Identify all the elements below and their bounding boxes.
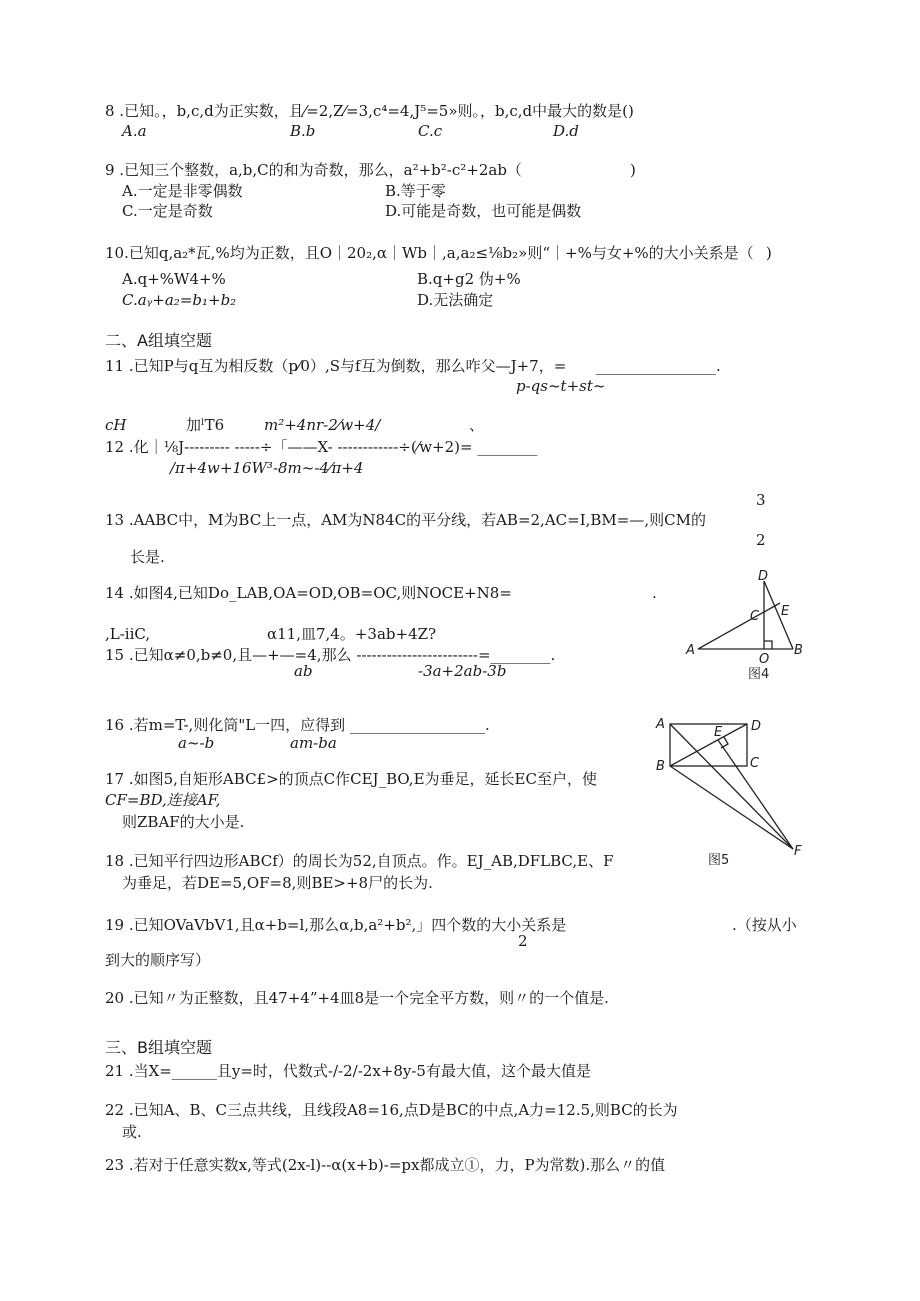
fig4-right-angle bbox=[764, 641, 772, 649]
fig5-diagonal-bd bbox=[670, 724, 747, 766]
fig5-label-e: E bbox=[714, 725, 723, 740]
q13-frac-num: 3 bbox=[756, 491, 766, 509]
fig5-label-b: B bbox=[656, 759, 665, 774]
fig5-label-f: F bbox=[794, 844, 802, 859]
q10-option-a: A.q+%W4+% bbox=[122, 270, 226, 288]
figure-4 bbox=[680, 568, 810, 683]
q16-sub-1: a~-b bbox=[178, 734, 215, 752]
q9-stem: 9 .已知三个整数，a,b,C的和为奇数，那么，a²+b²-c²+2ab（ bbox=[105, 161, 522, 179]
q15-sub-1: ab bbox=[294, 662, 313, 680]
q21-stem: 21 .当X=______且y=时，代数式-/-2/-2x+8y-5有最大值，这个最大值是 bbox=[105, 1062, 591, 1080]
q12-top-2: 加ˡT6 bbox=[186, 416, 225, 434]
q14-stem: 14 .如图4,已知Do_LAB,OA=OD,OB=OC,则NOCE+N8= bbox=[105, 584, 512, 602]
q18-cont: 为垂足，若DE=5,OF=8,则BE>+8尸的长为. bbox=[122, 874, 433, 892]
q22-stem: 22 .已知A、B、C三点共线，且线段A8=16,点D是BC的中点,A力=12.5,则BC的长为 bbox=[105, 1101, 678, 1119]
fig5-label-c: C bbox=[750, 756, 760, 771]
fig4-label-a: A bbox=[686, 643, 695, 658]
fig5-label-d: D bbox=[751, 719, 762, 734]
q19-cont: 到大的顺序写） bbox=[105, 951, 211, 969]
q17-stem-2: CF=BD,连接AF, bbox=[105, 791, 221, 809]
q19-stem: 19 .已知OVaVbV1,且α+b=l,那么α,b,a²+b²,」四个数的大小关系是 bbox=[105, 916, 567, 934]
q9-option-d: D.可能是奇数，也可能是偶数 bbox=[385, 202, 582, 220]
q13-frac-den: 2 bbox=[756, 531, 766, 549]
q11-stem: 11 .已知P与q互为相反数（p⁄0）,S与f互为倒数，那么咋父—J+7，= bbox=[105, 357, 567, 375]
q8-option-a: A.a bbox=[122, 122, 147, 140]
q10-stem: 10.已知q,a₂*瓦,%均为正数，且O｜20₂,α｜Wb｜,a,a₂≤⅛b₂»则“｜+%与女+%的大小关系是（ bbox=[105, 244, 754, 262]
q22-cont: 或. bbox=[122, 1123, 142, 1141]
q18-stem: 18 .已知平行四边形ABCf）的周长为52,自顶点。作。EJ_AB,DFLBC,E、F bbox=[105, 852, 614, 870]
q15-top-1: ,L-iiC, bbox=[105, 625, 151, 643]
q10-option-c: C.aᵧ+a₂=b₁+b₂ bbox=[122, 291, 237, 309]
q20-stem: 20 .已知〃为正整数，且47+4”+4皿8是一个完全平方数，则〃的一个值是. bbox=[105, 989, 609, 1007]
section-2-title: 二、A组填空题 bbox=[105, 331, 212, 350]
q11-subline: p-qs~t+st~ bbox=[516, 377, 606, 395]
fig4-label-c: C bbox=[750, 609, 760, 624]
fig5-segment-bf bbox=[670, 766, 793, 849]
q9-option-a: A.一定是非零偶数 bbox=[122, 182, 243, 200]
q8-option-d: D.d bbox=[553, 122, 579, 140]
q11-blank: ________________. bbox=[596, 357, 721, 375]
q17-stem: 17 .如图5,自矩形ABC£>的顶点C作CEJ_BO,E为垂足，延长EC至户，使 bbox=[105, 770, 597, 788]
q15-top-2: α11,皿7,4。+3ab+4Z? bbox=[267, 625, 437, 643]
q10-paren: ) bbox=[766, 244, 772, 262]
q12-stem: 12 .化｜⅛J--------- -----÷「——X- ------------÷(⁄w+2)= ________ bbox=[105, 438, 538, 456]
fig5-label-a: A bbox=[656, 717, 665, 732]
fig4-label-d: D bbox=[758, 569, 769, 584]
fig5-caption: 图5 bbox=[708, 853, 730, 868]
q15-stem: 15 .已知α≠0,b≠0,且—+—=4,那么 ------------------------=________. bbox=[105, 646, 556, 664]
q10-option-d: D.无法确定 bbox=[417, 291, 494, 309]
section-3-title: 三、B组填空题 bbox=[105, 1038, 212, 1057]
fig4-caption: 图4 bbox=[748, 667, 770, 682]
fig5-segment-af bbox=[670, 724, 793, 849]
q12-bottom: /π+4w+16W³-8m~-4⁄π+4 bbox=[170, 459, 364, 477]
q9-option-b: B.等于零 bbox=[385, 182, 446, 200]
q23-stem: 23 .若对于任意实数x,等式(2x-l)--α(x+b)-=px都成立①，力，P为常数).那么〃的值 bbox=[105, 1156, 666, 1174]
q19-right: .（按从小 bbox=[732, 916, 797, 934]
q10-option-b: B.q+g2 伪+% bbox=[417, 270, 521, 288]
fig4-label-b: B bbox=[794, 643, 803, 658]
q13-stem: 13 .AABC中，M为BC上一点，AM为N84C的平分线，若AB=2,AC=I,BM=—,则CM的 bbox=[105, 511, 706, 529]
q9-option-c: C.一定是奇数 bbox=[122, 202, 213, 220]
q14-dot: . bbox=[652, 584, 657, 602]
figure-5 bbox=[648, 712, 810, 872]
q8-option-c: C.c bbox=[418, 122, 443, 140]
fig4-segment-ae bbox=[698, 603, 780, 649]
q19-mark: 2 bbox=[518, 932, 528, 950]
fig4-label-o: O bbox=[759, 652, 770, 667]
q15-sub-2: -3a+2ab-3b bbox=[418, 662, 507, 680]
fig4-label-e: E bbox=[781, 604, 790, 619]
q16-stem: 16 .若m=T-,则化筒"L一四，应得到 __________________. bbox=[105, 716, 490, 734]
q9-paren: ) bbox=[630, 161, 636, 179]
q13-cont: 长是. bbox=[130, 548, 165, 566]
q12-top-3: m²+4nr-2⁄w+4/ bbox=[264, 416, 381, 434]
q17-cont: 则ZBAF的大小是. bbox=[122, 813, 245, 831]
q12-top-4: 、 bbox=[469, 416, 485, 434]
q16-sub-2: am-ba bbox=[290, 734, 337, 752]
q8-stem: 8 .已知。，b,c,d为正实数，且⁄=2,Z⁄=3,c⁴=4,J⁵=5»则。，b,c,d中最大的数是() bbox=[105, 102, 634, 120]
q12-top-1: cH bbox=[105, 416, 127, 434]
q8-option-b: B.b bbox=[290, 122, 316, 140]
